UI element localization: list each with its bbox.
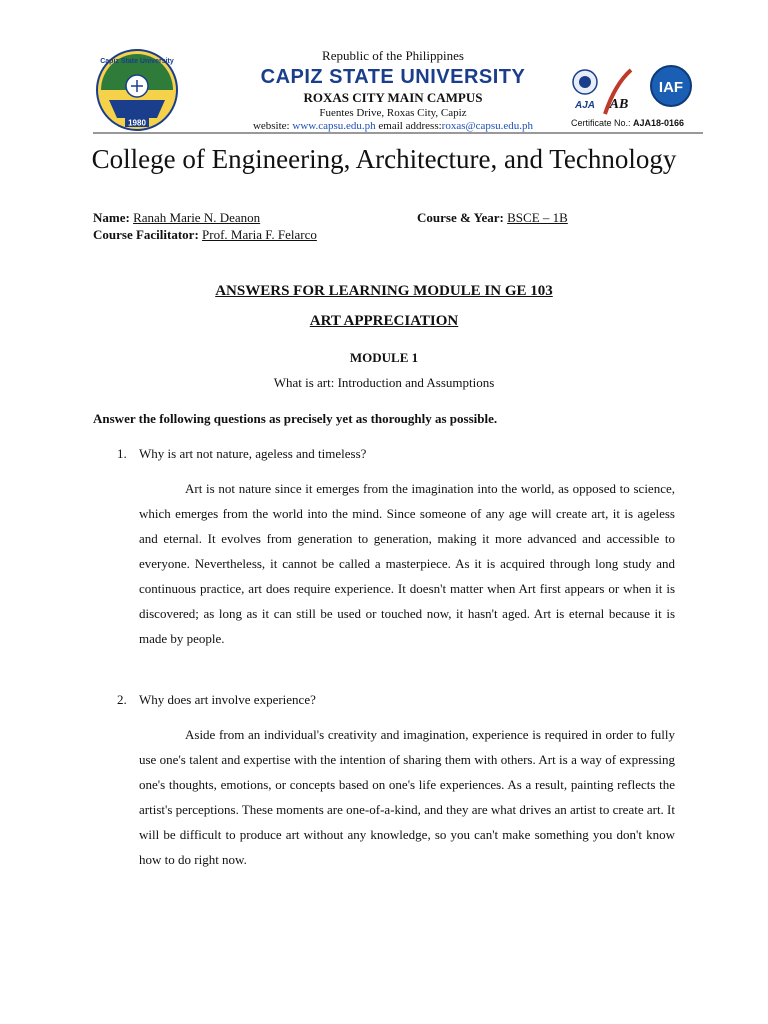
iaf-logo-icon	[651, 66, 691, 106]
email-label: email address:	[375, 120, 442, 132]
university-seal-logo	[95, 48, 179, 132]
course-year: BSCE – 1B	[507, 210, 568, 225]
campus-name: ROXAS CITY MAIN CAMPUS	[303, 90, 483, 105]
certificate-label: Certificate No.:	[571, 118, 634, 128]
college-title: College of Engineering, Architecture, and Technology	[91, 144, 677, 174]
ab-logo-icon	[605, 70, 631, 114]
republic-line: Republic of the Philippines	[322, 48, 464, 63]
module-subtitle: What is art: Introduction and Assumptions	[273, 375, 495, 390]
question-item	[117, 692, 316, 708]
aja-text: AJA	[574, 100, 596, 111]
name-label: Name:	[93, 210, 130, 225]
document-subheading: ART APPRECIATION	[309, 313, 459, 329]
contact-line	[223, 120, 563, 132]
ab-text: AB	[609, 97, 629, 112]
email-link[interactable]: roxas@capsu.edu.ph	[441, 120, 534, 132]
seal-year: 1980	[128, 118, 146, 128]
question-number: 1.	[117, 446, 127, 461]
student-name: Ranah Marie N. Deanon	[133, 210, 261, 225]
answer-paragraph: Art is not nature since it emerges from the imagination into the world, as opposed to science, which emerges from the world into the mind. Since someone of any age will create art, it is ageless and eternal. It evolves from generation to generation, making it more advanced and accessible to everyone. Nevertheless, it cannot be called a masterpiece. As it is acquired through long study and continuous practice, art does require experience. It doesn't matter when Art first appears or when it is discovered; as long as it can still be used or touched now, it hasn't aged. Art is eternal because it is made by people.	[139, 481, 675, 646]
course-label: Course & Year:	[417, 210, 504, 225]
module-title: MODULE 1	[349, 350, 419, 365]
facilitator-label: Course Facilitator:	[93, 227, 199, 242]
question-text: Why does art involve experience?	[139, 692, 316, 707]
letterhead-divider	[93, 132, 703, 134]
website-link[interactable]: www.capsu.edu.ph	[292, 120, 376, 132]
website-label: website:	[252, 120, 293, 132]
certificate-number	[571, 118, 684, 128]
letterhead	[93, 42, 703, 134]
instruction-text: Answer the following questions as precisely yet as thoroughly as possible.	[93, 411, 498, 426]
seal-top-text: Capiz State University	[100, 58, 174, 65]
letterhead-text	[223, 42, 563, 132]
question-item	[117, 446, 366, 462]
question-text: Why is art not nature, ageless and timeless?	[139, 446, 367, 461]
name-line	[93, 210, 260, 226]
document-heading: ANSWERS FOR LEARNING MODULE IN GE 103	[215, 283, 553, 299]
aja-logo-icon	[573, 70, 597, 111]
iaf-text: IAF	[658, 79, 684, 96]
answer-paragraph: Aside from an individual's creativity and imagination, experience is required in order to fully use one's talent and expertise with the intention of sharing them with others. Art is a way of expressing one's thoughts, emotions, or concepts based on one's life experiences. As a result, painting reflects the artist's perceptions. These moments are one-of-a-kind, and they are what drives an artist to create art. It will be difficult to produce art without any knowledge, so you can't make something you don't know how to do right now.	[139, 727, 675, 867]
facilitator-line	[93, 227, 317, 243]
campus-address: Fuentes Drive, Roxas City, Capiz	[319, 107, 467, 119]
university-name: CAPIZ STATE UNIVERSITY	[260, 66, 526, 88]
course-line	[417, 210, 568, 226]
question-number: 2.	[117, 692, 127, 707]
facilitator-name: Prof. Maria F. Felarco	[202, 227, 317, 242]
certificate-value: AJA18-0166	[633, 118, 685, 128]
